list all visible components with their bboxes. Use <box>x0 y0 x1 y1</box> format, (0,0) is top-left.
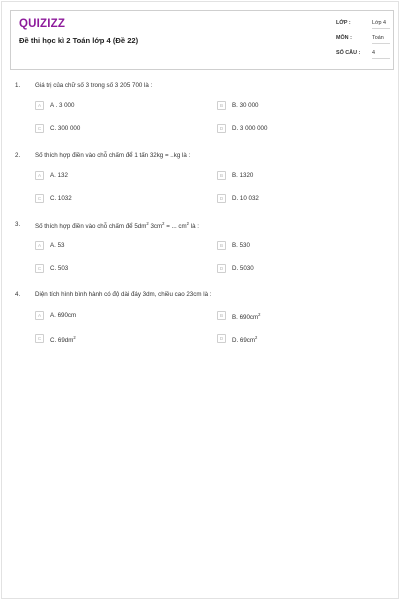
option-letter-box: B <box>217 171 226 180</box>
question-count-row <box>336 50 388 60</box>
option-d[interactable] <box>217 194 367 204</box>
superscript: 2 <box>186 221 190 226</box>
question-text: Số thích hợp điền vào chỗ chấm để 1 tấn 32kg = ..kg là : <box>35 152 191 159</box>
superscript: 2 <box>73 335 76 340</box>
option-letter-box: D <box>217 194 226 203</box>
question-text <box>35 221 199 230</box>
option-d[interactable] <box>217 264 367 274</box>
question-text-part: = ... cm <box>164 223 187 231</box>
option-a[interactable] <box>35 171 185 181</box>
option-b[interactable] <box>217 171 367 181</box>
subject-label: MÔN : <box>336 35 352 41</box>
option-text: B. 530 <box>232 242 250 249</box>
option-letter-box: D <box>217 264 226 273</box>
option-text: A. 53 <box>50 242 65 249</box>
option-text-part: D. 69cm <box>232 337 256 345</box>
option-letter-box: A <box>35 311 44 320</box>
option-b[interactable] <box>217 101 367 111</box>
option-a[interactable] <box>35 311 185 321</box>
question-number: 1. <box>15 82 21 89</box>
option-text: B. 1320 <box>232 172 254 179</box>
superscript: 2 <box>255 335 258 340</box>
question-text-part: Số thích hợp điền vào chỗ chấm để 5dm <box>35 223 147 231</box>
class-value: Lớp 4 <box>372 20 390 29</box>
quizizz-logo: QUIZIZZ <box>19 18 66 30</box>
page-title: Đề thi học kì 2 Toán lớp 4 (Đề 22) <box>19 36 139 45</box>
question-number: 3. <box>15 221 21 228</box>
question-text-part: 3cm <box>148 223 163 231</box>
option-b[interactable] <box>217 311 367 321</box>
option-text-part: C. 69dm <box>50 337 74 345</box>
option-text: A. 132 <box>50 172 68 179</box>
superscript: 2 <box>162 221 165 226</box>
option-letter-box: C <box>35 194 44 203</box>
worksheet-header <box>10 10 394 70</box>
option-letter-box: A <box>35 101 44 110</box>
question-text-part: là : <box>189 223 199 231</box>
option-text <box>50 335 76 344</box>
option-letter-box: C <box>35 264 44 273</box>
option-c[interactable] <box>35 334 185 344</box>
option-d[interactable] <box>217 124 367 134</box>
option-d[interactable] <box>217 334 367 344</box>
option-b[interactable] <box>217 241 367 251</box>
superscript: 2 <box>146 221 149 226</box>
subject-row <box>336 35 388 45</box>
class-label: LỚP : <box>336 20 351 26</box>
option-text: D. 10 032 <box>232 195 259 202</box>
superscript: 2 <box>258 312 261 317</box>
option-text <box>232 335 257 344</box>
option-letter-box: A <box>35 241 44 250</box>
option-letter-box: B <box>217 311 226 320</box>
option-letter-box: A <box>35 171 44 180</box>
subject-value: Toán <box>372 35 390 44</box>
option-text-part: B. 690cm <box>232 314 259 322</box>
option-text: A . 3 000 <box>50 102 75 109</box>
option-c[interactable] <box>35 264 185 274</box>
option-text: D. 5030 <box>232 265 254 272</box>
option-letter-box: D <box>217 334 226 343</box>
option-letter-box: C <box>35 124 44 133</box>
option-letter-box: B <box>217 241 226 250</box>
question-number: 4. <box>15 291 21 298</box>
option-a[interactable] <box>35 101 185 111</box>
option-text <box>232 312 260 321</box>
option-text: C. 503 <box>50 265 69 272</box>
question-number: 2. <box>15 152 21 159</box>
question-count-label: SỐ CÂU : <box>336 50 361 56</box>
question-count-value: 4 <box>372 50 390 59</box>
question-text: Diện tích hình bình hành có độ dài đáy 3dm, chiều cao 23cm là : <box>35 291 212 298</box>
option-text: C. 300 000 <box>50 125 81 132</box>
option-c[interactable] <box>35 194 185 204</box>
option-text: B. 30 000 <box>232 102 259 109</box>
option-letter-box: C <box>35 334 44 343</box>
option-text: D. 3 000 000 <box>232 125 268 132</box>
option-text: A. 690cm <box>50 312 77 319</box>
option-a[interactable] <box>35 241 185 251</box>
option-text: C. 1032 <box>50 195 72 202</box>
option-letter-box: B <box>217 101 226 110</box>
option-c[interactable] <box>35 124 185 134</box>
option-letter-box: D <box>217 124 226 133</box>
class-row <box>336 20 388 30</box>
question-text: Giá trị của chữ số 3 trong số 3 205 700 là : <box>35 82 153 89</box>
worksheet-page <box>1 1 399 599</box>
